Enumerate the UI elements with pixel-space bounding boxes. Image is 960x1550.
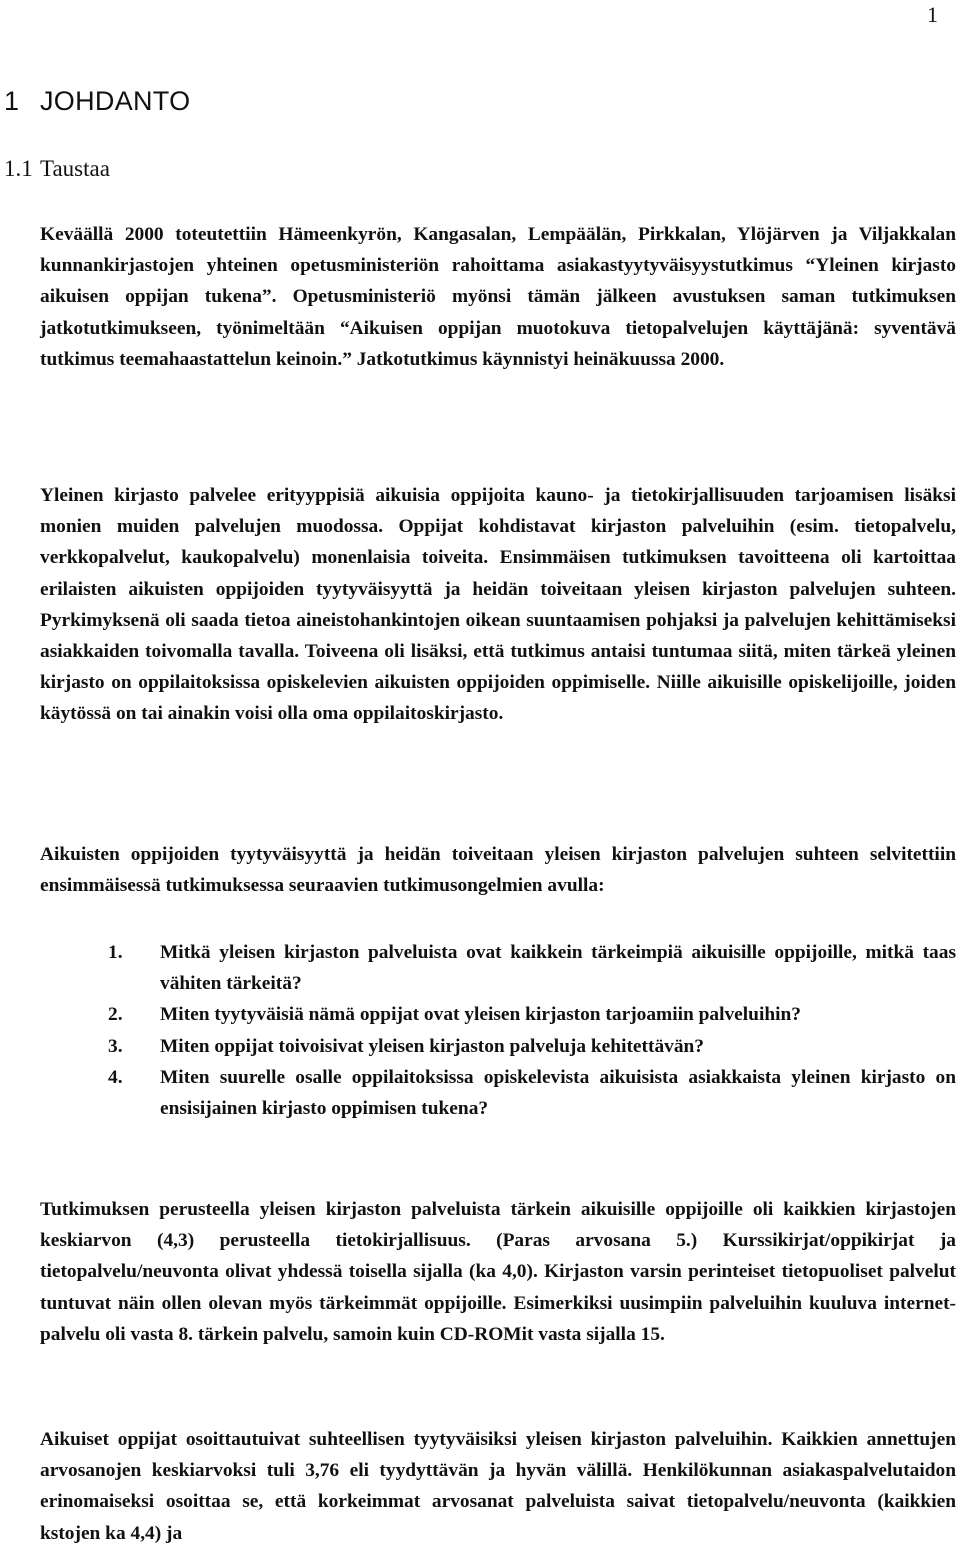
list-item <box>40 999 956 1030</box>
question-number: 1. <box>108 942 123 963</box>
list-item <box>40 937 956 999</box>
page-number: 1 <box>927 2 938 27</box>
chapter-number: 1 <box>4 86 20 116</box>
section-number: 1.1 <box>4 156 33 181</box>
section-heading <box>4 155 110 183</box>
question-text: Miten suurelle osalle oppilaitoksissa opiskelevista aikuisista asiakkaista yleinen kirjasto on ensisijainen kirjasto oppimisen tukena? <box>160 1066 956 1120</box>
list-item <box>40 1031 956 1062</box>
list-item <box>40 1062 956 1124</box>
question-text: Mitkä yleisen kirjaston palveluista ovat kaikkein tärkeimpiä aikuisille oppijoille, mitkä taas vähiten tärkeitä? <box>160 942 956 995</box>
research-questions-list <box>40 937 956 1124</box>
question-number: 4. <box>108 1066 123 1088</box>
chapter-title: JOHDANTO <box>40 86 191 116</box>
paragraph-library-services: Yleinen kirjasto palvelee erityyppisiä aikuisia oppijoita kauno- ja tietokirjallisuuden tarjoamisen lisäksi monien muiden palvelujen muodossa. Oppijat kohdistavat kirjaston palveluihin (esim. tietopalvelu, verkkopalvelut, kaukopalvelu) monenlaisia toiveita. Ensimmäisen tutkimuksen tavoitteena oli kartoittaa erilaisten aikuisten oppijoiden tyytyväisyyttä ja heidän toiveitaan yleisen kirjaston palvelujen suhteen. Pyrkimyksenä oli saada tietoa aineistohankintojen oikean suuntaamisen pohjaksi ja palvelujen kehittämiseksi asiakkaiden toivomalla tavalla. Toiveena oli lisäksi, että tutkimus antaisi tuntumaa siitä, miten tärkeä yleinen kirjasto on oppilaitoksissa opiskelevien aikuisten oppijoiden oppimiselle. Niille aikuisille opiskelijoille, joiden käytössä on tai ainakin voisi olla oma oppilaitoskirjasto. <box>40 485 956 725</box>
section-title: Taustaa <box>40 156 110 181</box>
question-text: Miten tyytyväisiä nämä oppijat ovat yleisen kirjaston tarjoamiin palveluihin? <box>160 1004 801 1026</box>
paragraph-results-importance: Tutkimuksen perusteella yleisen kirjaston palveluista tärkein aikuisille oppijoille oli kaikkien kirjastojen keskiarvon (4,3) perusteella tietokirjallisuus. (Paras arvosana 5.) Kurssikirjat/oppikirjat ja tietopalvelu/neuvonta olivat yhdessä toisella sijalla (ka 4,0). Kirjaston varsin perinteiset tietopuoliset palvelut tuntuvat näin ollen olevan myös tärkeimmät oppijoille. Esimerkiksi uusimpiin palveluihin kuuluva internet-palvelu oli vasta 8. tärkein palvelu, samoin kuin CD-ROMit vasta sijalla 15. <box>40 1199 956 1345</box>
paragraph-background: Keväällä 2000 toteutettiin Hämeenkyrön, Kangasalan, Lempäälän, Pirkkalan, Ylöjärven ja Viljakkalan kunnankirjastojen yhteinen opetusministeriön rahoittama asiakastyytyväisyystutkimus “Yleinen kirjasto aikuisen oppijan tukena”. Opetusministeriö myönsi tämän jälkeen avustuksen saman tutkimuksen jatkotutkimukseen, työnimeltään “Aikuisen oppijan muotokuva tietopalvelujen käyttäjänä: syventävä tutkimus teemahaastattelun keinoin.” Jatkotutkimus käynnistyi heinäkuussa 2000. <box>40 224 956 370</box>
question-number: 3. <box>108 1035 123 1057</box>
question-number: 2. <box>108 1004 123 1026</box>
chapter-heading <box>4 84 190 118</box>
question-text: Miten oppijat toivoisivat yleisen kirjaston palveluja kehitettävän? <box>160 1035 705 1057</box>
paragraph-research-questions-intro: Aikuisten oppijoiden tyytyväisyyttä ja heidän toiveitaan yleisen kirjaston palvelujen suhteen selvitettiin ensimmäisessä tutkimuksessa seuraavien tutkimusongelmien avulla: <box>40 844 956 897</box>
paragraph-results-satisfaction: Aikuiset oppijat osoittautuivat suhteellisen tyytyväisiksi yleisen kirjaston palveluihin. Kaikkien annettujen arvosanojen keskiarvoksi tuli 3,76 eli tyydyttävän ja hyvän välillä. Henkilökunnan asiakaspalvelutaidon erinomaiseksi osoittaa se, että korkeimmat arvosanat palveluista saivat tietopalvelu/neuvonta (kaikkien kstojen ka 4,4) ja <box>40 1429 956 1544</box>
